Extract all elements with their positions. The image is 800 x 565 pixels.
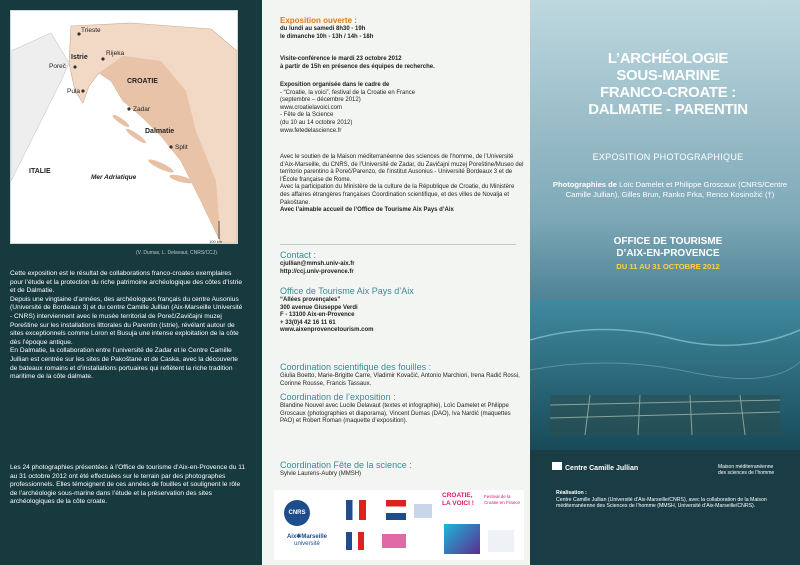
map-label-pula: Pula bbox=[67, 88, 81, 95]
map-label-zadar: Zadar bbox=[133, 106, 150, 113]
contact-title: Contact : bbox=[280, 250, 317, 260]
opening-title: Exposition ouverte : bbox=[280, 16, 357, 25]
ministry-logo bbox=[414, 504, 432, 518]
amu-logo-line-2: université bbox=[294, 541, 320, 547]
intro-paragraph-3: En Dalmatie, la collaboration entre l’université de Zadar et le Centre Camille Jullian est centrée sur les sites de Pakoštane et de Caska, avec la découverte de bateaux romains et d’installations portuaires qui reflètent la riche tradition maritime de la côte dalmate. bbox=[10, 347, 238, 381]
intro-paragraph-4: Les 24 photographies présentées à l’Office de tourisme d’Aix-en-Provence du 11 au 31 octobre 2012 ont été effectuées sur le terrain par des photographes professionnels. Elles témoignent de ces années de fouilles et soulignent le rôle de l’archéologie sous-marine dans l’étude et la préservation des sites archéologiques de la côte croate. bbox=[10, 464, 246, 506]
contact-block bbox=[280, 250, 524, 276]
map-label-trieste: Trieste bbox=[81, 27, 101, 34]
map-graphic bbox=[11, 11, 237, 243]
realisation bbox=[556, 490, 786, 510]
right-panel bbox=[530, 0, 800, 565]
opening-line-1: du lundi au samedi 8h30 - 19h bbox=[280, 26, 366, 32]
map-label-rijeka: Rijeka bbox=[106, 50, 125, 57]
intro-text bbox=[10, 270, 246, 382]
venue-line-2: D’AIX-EN-PROVENCE bbox=[616, 248, 720, 259]
croatia-flag-logo bbox=[386, 500, 406, 520]
title-line-1: L’ARCHÉOLOGIE bbox=[607, 50, 729, 67]
coord-expo-title: Coordination de l’exposition : bbox=[280, 392, 396, 402]
frame-title: Exposition organisée dans le cadre de bbox=[280, 82, 390, 88]
mmsh-line-2: des sciences de l’homme bbox=[718, 470, 775, 476]
photographers-names: Loïc Damelet et Philippe Groscaux (CNRS/Centre Camille Jullian), Gilles Brun, Ranko Frka, Renco Kosinožić (†) bbox=[565, 180, 788, 199]
coord-fete-title: Coordination Fête de la science : bbox=[280, 460, 412, 470]
title-line-2: SOUS-MARINE bbox=[616, 67, 720, 84]
support-paragraph-1: Avec le soutien de la Maison méditerranéenne des sciences de l’homme, de l’Université d’Aix-Marseille, du CNRS, de l’Université de Zadar, du Zavičajni muzej Poreštine/Museo del territorio parentino à Poreč/Parenzo, de l’institut Ausonius - Université Bordeaux 3 et de l’École française de Rome. bbox=[280, 154, 524, 183]
ccj-logo bbox=[552, 462, 638, 472]
intro-paragraph-1: Cette exposition est le résultat de collaborations franco-croates exemplaires pour l’étude et la protection du riche patrimoine archéologique des côtes d’Istrie et de Dalmatie. bbox=[10, 270, 243, 295]
coord-fete-text: Sylvie Laurens-Aubry (MMSH) bbox=[280, 471, 362, 477]
croatie-voici-line-1: CROATIE, bbox=[442, 492, 473, 499]
exhibition-dates: DU 11 AU 31 OCTOBRE 2012 bbox=[616, 262, 720, 271]
photographers-label: Photographies de bbox=[552, 180, 618, 189]
cover-title bbox=[558, 50, 778, 118]
contact-email[interactable]: cjullian@mmsh.univ-aix.fr bbox=[280, 261, 355, 267]
frame-link-fete[interactable]: www.fetedelascience.fr bbox=[280, 127, 342, 134]
map-label-croatie: CROATIE bbox=[127, 78, 158, 85]
title-line-3: FRANCO-CROATE : bbox=[599, 84, 737, 101]
map-scale: 100 km bbox=[209, 239, 223, 243]
coord-sci-block bbox=[280, 362, 524, 388]
venue-line-1: OFFICE DE TOURISME bbox=[613, 236, 723, 247]
frame-line-5: (du 10 au 14 octobre 2012) bbox=[280, 119, 353, 126]
coord-fete-block bbox=[280, 460, 524, 479]
divider bbox=[280, 244, 516, 245]
office-phone: + 33(0)4 42 16 11 61 bbox=[280, 319, 336, 326]
map-credit: (V. Dumas, L. Delavaut, CNRS/CCJ). bbox=[136, 250, 219, 256]
coord-expo-block bbox=[280, 392, 524, 426]
office-website[interactable]: www.aixenprovencetourism.com bbox=[280, 327, 374, 334]
realisation-title: Réalisation : bbox=[556, 490, 587, 496]
map-label-sea: Mer Adriatique bbox=[91, 174, 137, 181]
coord-sci-text: Giulia Boetto, Marie-Brigitte Carre, Vladimir Kovačić, Antonio Marchiori, Irena Radić Rossi, Corinne Rousse, Francis Tassaux. bbox=[280, 373, 520, 387]
map-label-italie: ITALIE bbox=[29, 168, 51, 175]
coord-sci-title: Coordination scientifique des fouilles : bbox=[280, 362, 432, 372]
coord-expo-text: Blandine Nouvel avec Lucile Delavaut (textes et infographie), Loïc Damelet et Philippe Groscaux (photographies et diaporama), Vincent Dumas (DAO), Iva Nardić (maquettes PAO) et Robert Roman (maquette d’exposition). bbox=[280, 403, 511, 425]
festival-text: Festival de la Croatie en France bbox=[484, 494, 521, 505]
republique-logo bbox=[346, 532, 364, 550]
contact-website[interactable]: http://ccj.univ-provence.fr bbox=[280, 268, 354, 275]
map-label-istrie: Istrie bbox=[71, 54, 88, 61]
croatie-voici-line-2: LA VOICI ! bbox=[442, 500, 474, 507]
office-line-3: F - 13100 Aix-en-Provence bbox=[280, 312, 355, 319]
map-label-dalmatie: Dalmatie bbox=[145, 128, 175, 135]
office-title: Office de Tourisme Aix Pays d’Aix bbox=[280, 286, 414, 296]
intro-paragraph-2: Depuis une vingtaine d’années, des archéologues français du centre Ausonius (Université de Bordeaux 3) et du centre Camille Jullian (Aix-Marseille Université - CNRS) interviennent avec le musée territorial de Poreč/Zavičajni muzej Poreštine sur les installations littorales du Parentin (Istrie), révélant autour de sites exceptionnels comme Loron et Busuja une intense exploitation de la côte dès l’époque antique. bbox=[10, 295, 243, 346]
left-panel bbox=[0, 0, 262, 565]
mmsh-logo bbox=[718, 464, 774, 476]
opening-line-2: le dimanche 10h - 13h / 14h - 18h bbox=[280, 33, 374, 40]
partner-logos bbox=[274, 490, 524, 560]
office-block bbox=[280, 286, 524, 335]
map-croatia bbox=[10, 10, 238, 244]
marianne-logo bbox=[346, 500, 366, 520]
cnrs-logo: CNRS bbox=[284, 500, 310, 526]
title-line-4: DALMATIE - PARENTIN bbox=[588, 101, 748, 118]
amu-logo bbox=[280, 534, 334, 548]
visit-conference bbox=[280, 56, 524, 71]
opening-hours bbox=[280, 16, 524, 41]
frame-line-4: - Fête de la Science bbox=[280, 112, 334, 119]
ministry-science-logo bbox=[488, 530, 514, 552]
photos-text bbox=[10, 464, 246, 507]
frame-line-1: - “Croatie, la voici”, festival de la Croatie en France bbox=[280, 89, 416, 96]
office-line-1: “Allées provençales” bbox=[280, 297, 341, 303]
ccj-icon bbox=[552, 462, 562, 470]
exhibition-frame bbox=[280, 82, 524, 135]
office-line-2: 300 avenue Giuseppe Verdi bbox=[280, 304, 358, 311]
venue bbox=[550, 236, 786, 260]
frame-link-croatie[interactable]: www.croatielavoici.com bbox=[280, 104, 343, 111]
realisation-text: Centre Camille Jullian (Université d’Aix-Marseille/CNRS), avec la collaboration de la Maison méditerranéenne des Sciences de l’homme (MMSH, Université d’Aix-Marseille/CNRS). bbox=[556, 496, 767, 510]
middle-panel bbox=[262, 0, 530, 565]
underwater-photo bbox=[530, 300, 800, 450]
support-paragraph-3: Avec l’aimable accueil de l’Office de Tourisme Aix Pays d’Aix bbox=[280, 207, 454, 214]
amu-logo-line-1: Aix✱Marseille bbox=[286, 534, 328, 540]
map-label-porec: Poreč bbox=[49, 63, 66, 70]
map-label-split: Split bbox=[175, 144, 188, 151]
croatie-voici-logo bbox=[442, 492, 490, 520]
frame-line-2: (septembre – décembre 2012) bbox=[280, 97, 361, 104]
visit-line-1: Visite-conférence le mardi 23 octobre 2012 bbox=[280, 56, 402, 62]
support-text bbox=[280, 154, 524, 215]
support-paragraph-2: Avec la participation du Ministère de la culture de la République de Croatie, du Ministère des affaires étrangères françaises Coordination scientifique, et des villes de Novalja et Pakoštane. bbox=[280, 184, 515, 206]
institut-logo bbox=[382, 534, 406, 548]
visit-line-2: à partir de 15h en présence des équipes de recherche. bbox=[280, 63, 435, 70]
fete-science-logo bbox=[444, 524, 480, 554]
photographers bbox=[552, 180, 788, 199]
mmsh-line-1: Maison méditerranéenne bbox=[718, 464, 774, 470]
ccj-name: Centre Camille Jullian bbox=[565, 465, 639, 472]
cover-subtitle: EXPOSITION PHOTOGRAPHIQUE bbox=[592, 152, 744, 162]
